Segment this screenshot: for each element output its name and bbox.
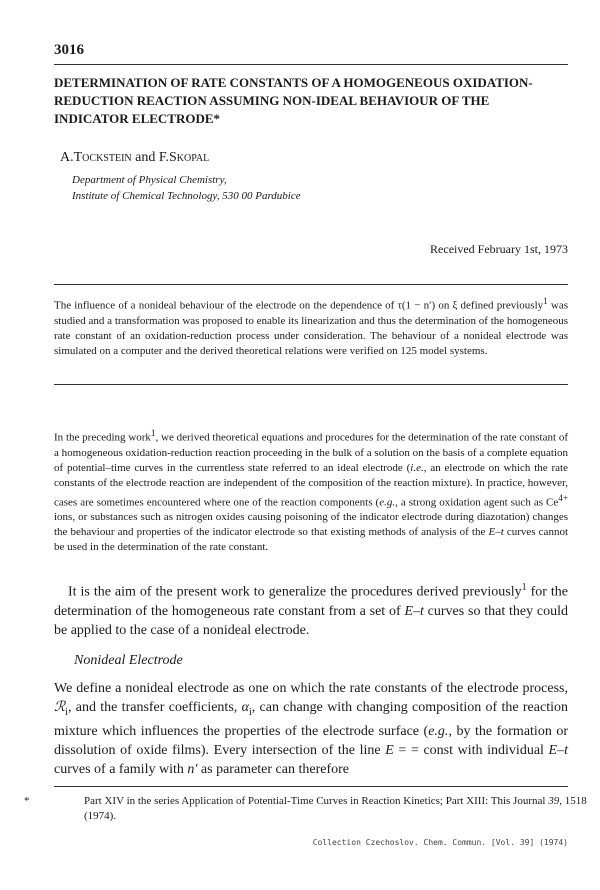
reference-marker: 1 bbox=[150, 428, 156, 438]
intro-text: In the preceding work bbox=[54, 431, 151, 444]
et-symbol: E–t bbox=[488, 526, 504, 539]
section-text: , and the transfer coefficients, bbox=[67, 700, 242, 715]
et-symbol: E–t bbox=[548, 742, 568, 758]
n-prime-symbol: n′ bbox=[187, 761, 198, 777]
author-line bbox=[60, 150, 209, 166]
abstract-text: The influence of a nonideal behaviour of the electrode on the dependence of τ(1 − n′) on ξ defined previously bbox=[54, 299, 544, 312]
author2-name: Skopal bbox=[169, 150, 210, 165]
section-text: , by the formation or dissolution of oxide films). Every intersection of the line bbox=[54, 723, 568, 758]
section-text: = = const with individual bbox=[393, 742, 549, 758]
section-text: as parameter can therefore bbox=[197, 761, 349, 777]
ion-charge: 4+ bbox=[558, 492, 568, 503]
footnote bbox=[24, 794, 598, 824]
section-heading: Nonideal Electrode bbox=[74, 653, 183, 668]
alpha-symbol: α bbox=[241, 700, 249, 715]
intro-text: ions, or substances such as nitrogen oxides causing poisoning of the indicator electrode during diazotation) changes the behaviour and properties of the indicator electrode so that existing methods of analysis of the bbox=[54, 511, 568, 539]
aim-text: for the determination of the homogeneous rate constant from a set of bbox=[54, 584, 569, 619]
running-footer: Collection Czechoslov. Chem. Commun. [Vol. 39] (1974) bbox=[312, 838, 568, 847]
footnote-marker: * bbox=[24, 795, 30, 807]
section-text: curves of a family with bbox=[54, 761, 188, 777]
intro-text: curves cannot be used in the determination of the rate constant. bbox=[54, 526, 568, 554]
intro-ie: i.e. bbox=[410, 461, 424, 474]
footnote-volume: 39 bbox=[548, 795, 560, 807]
reference-marker: 1 bbox=[543, 296, 548, 306]
footnote-text: , 1518 (1974). bbox=[84, 795, 587, 822]
affiliation bbox=[72, 172, 301, 204]
section-paragraph bbox=[54, 679, 568, 779]
aim-text: curves so that they could be applied to the case of a nonideal electrode. bbox=[54, 603, 569, 638]
author2-initial: F. bbox=[158, 150, 170, 165]
intro-text: , we derived theoretical equations and procedures for the determination of the rate constant of a homogeneous oxidation-reduction reaction proceeding in the bulk of a solution on the basis of a complete equation of potential–time curves in the currentless state referred to an ideal electrode ( bbox=[54, 431, 568, 474]
abstract-top-rule bbox=[54, 284, 568, 285]
abstract-bottom-rule bbox=[54, 384, 568, 385]
rate-constant-symbol: ℛ bbox=[54, 700, 66, 715]
intro-paragraph bbox=[54, 426, 568, 555]
affiliation-institute: Institute of Chemical Technology, 530 00 Pardubice bbox=[72, 190, 301, 202]
et-symbol: E–t bbox=[404, 603, 424, 619]
reference-marker: 1 bbox=[521, 582, 527, 593]
subscript-i: i bbox=[248, 706, 252, 718]
footnote-rule bbox=[54, 786, 568, 787]
article-title: DETERMINATION OF RATE CONSTANTS OF A HOMOGENEOUS OXIDATION-REDUCTION REACTION ASSUMING NON-IDEAL BEHAVIOUR OF THE INDICATOR ELECTRODE* bbox=[54, 75, 533, 126]
received-date: Received February 1st, 1973 bbox=[430, 242, 568, 256]
aim-paragraph bbox=[54, 578, 568, 640]
footnote-text: Part XIV in the series Application of Potential-Time Curves in Reaction Kinetics; Part XIII: This Journal bbox=[84, 795, 549, 807]
page-number: 3016 bbox=[54, 42, 84, 58]
intro-eg: e.g. bbox=[379, 496, 396, 509]
subscript-i: i bbox=[65, 706, 68, 718]
section-text: , can change with changing composition of the reaction mixture which influences the properties of the electrode surface ( bbox=[54, 700, 568, 739]
abstract-text: was studied and a transformation was proposed to enable its linearization and thus the determination of the homogeneous rate constant of an oxidation-reduction process under consideration. The behaviour of a nonideal electrode was simulated on a computer and the derived theoretical relations were verified on 125 model systems. bbox=[54, 299, 568, 357]
section-text: We define a nonideal electrode as one on which the rate constants of the electrode process, bbox=[54, 681, 568, 696]
section-eg: e.g. bbox=[428, 723, 449, 739]
header-rule bbox=[54, 64, 568, 65]
affiliation-department: Department of Physical Chemistry, bbox=[72, 174, 227, 186]
author1-initial: A. bbox=[60, 150, 74, 165]
author1-name: Tockstein bbox=[73, 150, 132, 165]
author-conjunction: and bbox=[135, 150, 156, 165]
abstract bbox=[54, 294, 568, 359]
e-symbol: E bbox=[385, 742, 394, 758]
intro-text: , a strong oxidation agent such as Ce bbox=[395, 496, 559, 509]
intro-text: , an electrode on which the rate constants of the electrode reaction are independent of the composition of the reaction mixture). In practice, however, cases are sometimes encountered where one of the reaction components ( bbox=[54, 461, 568, 509]
aim-text: It is the aim of the present work to generalize the procedures derived previously bbox=[68, 584, 522, 600]
